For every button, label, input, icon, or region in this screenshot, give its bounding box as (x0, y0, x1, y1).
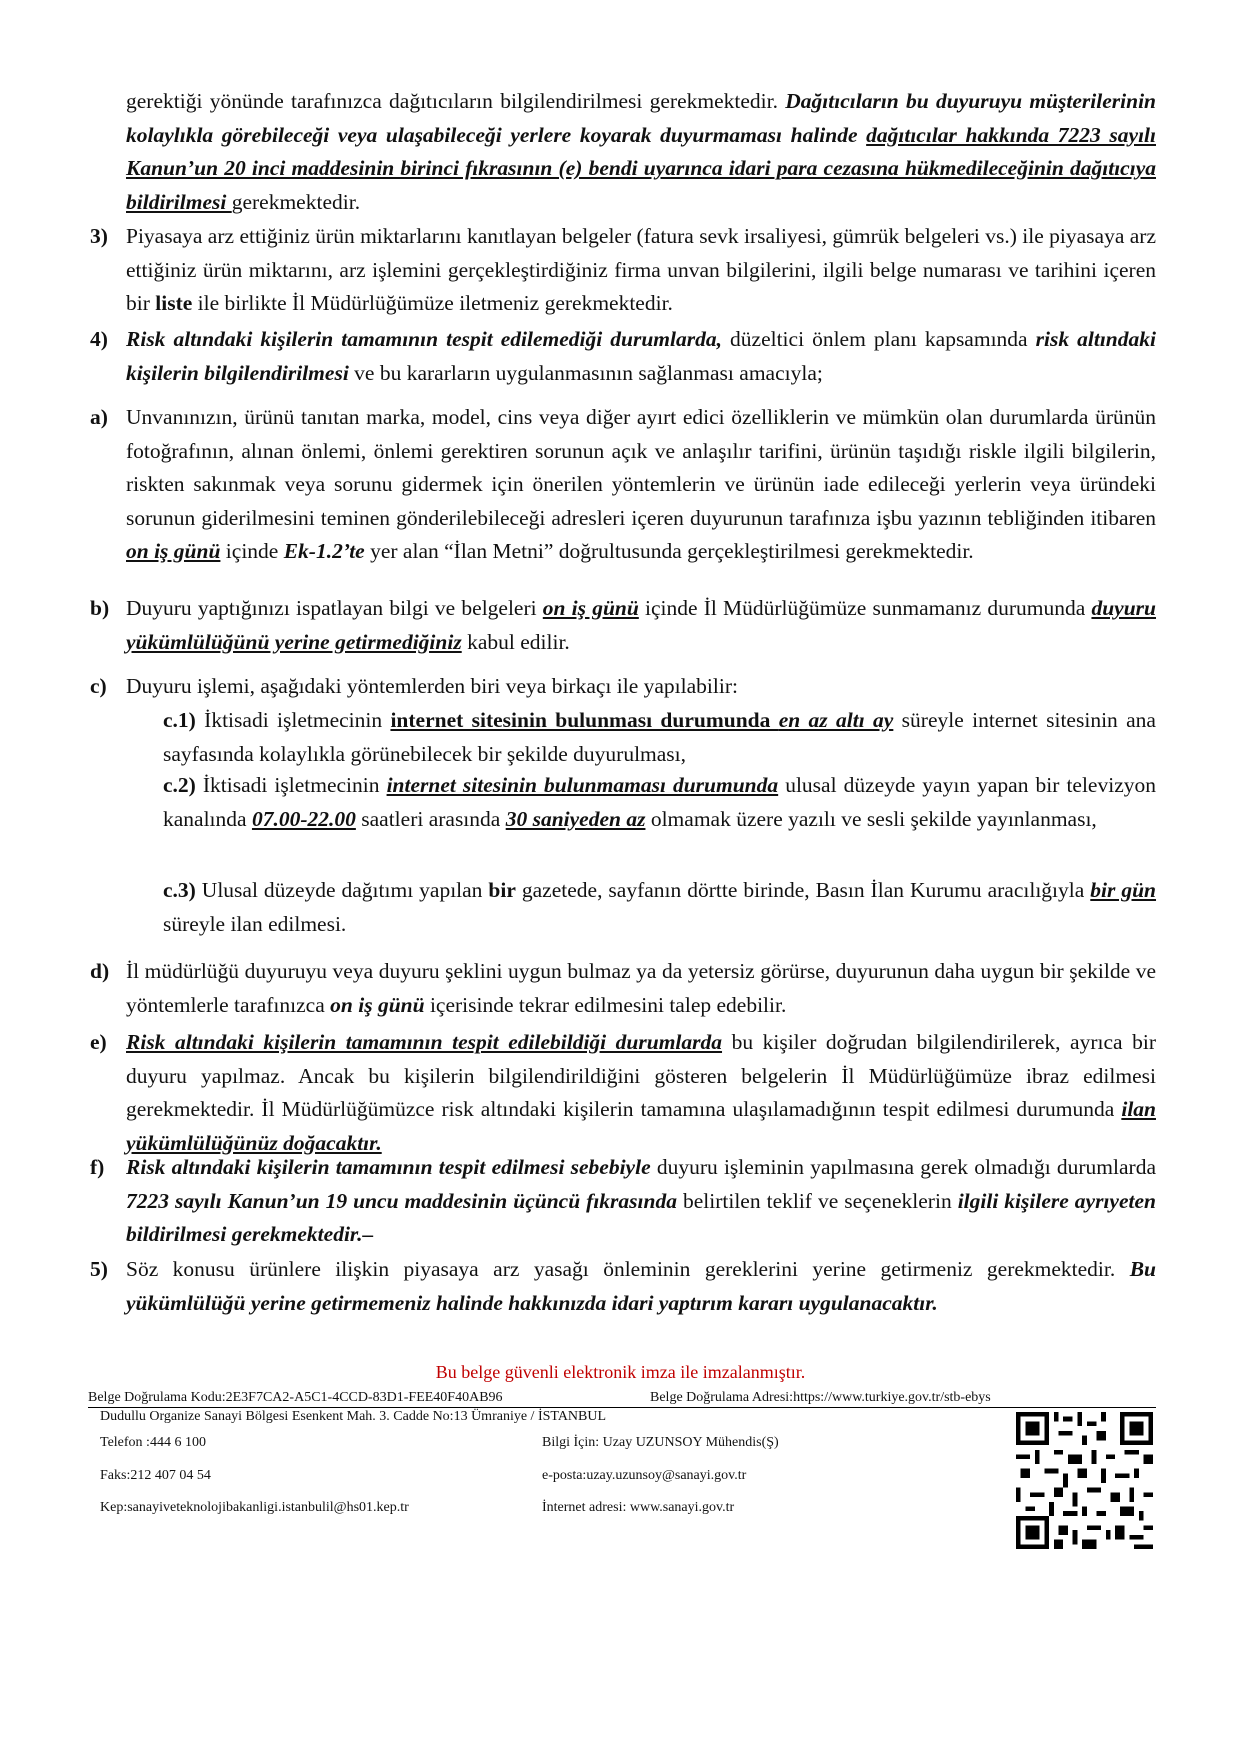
item-number: 5) (90, 1257, 108, 1281)
item-f-text-2: belirtilen teklif ve seçeneklerin (676, 1188, 958, 1213)
item-number: 4) (90, 327, 108, 351)
verification-address: Belge Doğrulama Adresi:https://www.turkiye.gov.tr/stb-ebys (650, 1390, 991, 1405)
item-b-emphasis: duyuru yükümlülüğünü yerine getirmediğiniz (126, 596, 1156, 654)
email: e-posta:uzay.uzunsoy@sanayi.gov.tr (542, 1468, 747, 1483)
item-e (90, 1026, 1156, 1160)
qr-code-icon (1016, 1412, 1153, 1549)
item-b-text-end: kabul edilir. (461, 629, 570, 654)
item-e-emphasis: Risk altındaki kişilerin tamamının tespit edilebildiği durumlarda (126, 1030, 723, 1054)
item-c3-text-2: gazetede, sayfanın dörtte birinde, Basın İlan Kurumu aracılığıyla (515, 878, 1091, 902)
item-number: 3) (90, 224, 108, 248)
item-5 (90, 1253, 1156, 1320)
item-f-text: duyuru işleminin yapılmasına gerek olmadığı durumlarda (650, 1155, 1156, 1179)
phone: Telefon :444 6 100 (100, 1435, 206, 1450)
item-a-text-end: yer alan “İlan Metni” doğrultusunda gerçekleştirilmesi gerekmektedir. (364, 539, 974, 563)
item-letter: e) (90, 1030, 107, 1054)
item-4-text: düzeltici önlem planı kapsamında (721, 327, 1036, 351)
item-c2-text-3: saatleri arasında (355, 806, 506, 831)
item-c3-emphasis: bir (488, 878, 516, 902)
address: Dudullu Organize Sanayi Bölgesi Esenkent Mah. 3. Cadde No:13 Ümraniye / İSTANBUL (100, 1409, 607, 1424)
item-a-text: Unvanınızın, ürünü tanıtan marka, model, cins veya diğer ayırt edici özelliklerin ve mümkün olan durumlarda ürünün fotoğrafının, alınan önlemi, önlemi gerektiren sorunun açık ve anlaşılır tarifini, ürünün taşıdığı riskle ilgili bilgilerin, riskten sakınmak veya sorunu gidermek için önerilen yöntemlerin ve ürünün iade edileceği yerlerin veya üründeki sorunun giderilmesini teminen gönderilebileceği adresleri içeren duyurunun tarafınıza işbu yazının tebliğinden itibaren (126, 405, 1156, 530)
fax: Faks:212 407 04 54 (100, 1468, 211, 1483)
item-f (90, 1151, 1156, 1252)
item-d-text-end: içerisinde tekrar edilmesini talep edebilir. (424, 992, 787, 1017)
item-c (90, 670, 1156, 704)
item-d-text: İl müdürlüğü duyuruyu veya duyuru şeklini uygun bulmaz ya da yetersiz görürse, duyurunun daha uygun bir şekilde ve yöntemlerle tarafınızca (126, 959, 1156, 1017)
item-3-text-end: ile birlikte İl Müdürlüğümüze iletmeniz gerekmektedir. (192, 291, 673, 315)
intro-emphasis: Dağıtıcıların bu duyuruyu müşterilerinin kolaylıkla görebileceği veya ulaşabileceği yerlere koyarak duyurmaması halinde (126, 89, 1157, 147)
item-c1-text: İktisadi işletmecinin (195, 708, 391, 732)
item-letter: b) (90, 596, 110, 620)
item-c1-text-end: süreyle internet sitesinin ana sayfasında kolaylıkla görünebilecek bir şekilde duyurulması, (163, 708, 1156, 766)
item-b-text-2: içinde İl Müdürlüğümüze sunmamanız durumunda (638, 596, 1092, 620)
item-c2-text-end: olmamak üzere yazılı ve sesli şekilde yayınlanması, (645, 806, 1097, 831)
item-c3-text: Ulusal düzeyde dağıtımı yapılan (195, 878, 489, 902)
item-f-emphasis: Risk altındaki kişilerin tamamının tespit edilmesi sebebiyle (126, 1155, 651, 1179)
item-5-emphasis: Bu yükümlülüğü yerine getirmemeniz halinde hakkınızda idari yaptırım kararı uygulanacaktır. (126, 1257, 1156, 1315)
sub-item-number: c.2) (163, 773, 196, 797)
intro-emphasis-underlined: dağıtıcılar hakkında 7223 sayılı Kanun’un 20 inci maddesinin birinci fıkrasının (e) bendi uyarınca idari para cezasına hükmedileceğinin dağıtıcıya bildirilmesi (126, 122, 1156, 214)
verification-code: Belge Doğrulama Kodu:2E3F7CA2-A5C1-4CCD-83D1-FEE40F40AB96 (88, 1390, 503, 1405)
item-d (90, 955, 1156, 1022)
item-a-text-2: içinde (220, 539, 284, 563)
item-e-emphasis-end: ilan yükümlülüğünüz doğacaktır. (126, 1097, 1156, 1155)
item-3-text: Piyasaya arz ettiğiniz ürün miktarlarını kanıtlayan belgeler (fatura sevk irsaliyesi, gümrük belgeleri vs.) ile piyasaya arz ettiğiniz ürün miktarını, arz işlemini gerçekleştirdiğiniz firma unvan bilgilerini, ilgili belge numarası ve tarihini içeren bir (126, 224, 1156, 315)
item-c1 (163, 704, 1156, 771)
item-c2 (163, 769, 1156, 836)
item-c1-duration: en az altı ay (778, 708, 894, 732)
item-b (90, 592, 1156, 659)
kep-address: Kep:sanayiveteknolojibakanligi.istanbulil@hs01.kep.tr (100, 1500, 409, 1515)
item-letter: a) (90, 405, 108, 429)
item-c2-hours: 07.00-22.00 (251, 806, 356, 831)
item-letter: c) (90, 674, 107, 698)
item-a-deadline: on iş günü (126, 539, 221, 563)
item-b-text: Duyuru yaptığınızı ispatlayan bilgi ve belgeleri (126, 596, 543, 620)
item-c2-text: İktisadi işletmecinin (195, 773, 387, 797)
item-f-law-ref: 7223 sayılı Kanun’un 19 uncu maddesinin üçüncü fıkrasında (126, 1188, 677, 1213)
item-c1-emphasis: internet sitesinin bulunması durumunda (390, 708, 779, 732)
e-signature-note: Bu belge güvenli elektronik imza ile imzalanmıştır. (435, 1362, 806, 1382)
item-3-emphasis: liste (155, 291, 193, 315)
item-c3 (163, 874, 1156, 941)
intro-text: gerektiği yönünde tarafınızca dağıtıcıların bilgilendirilmesi gerekmektedir. (126, 89, 786, 113)
intro-text-end: gerekmektedir. (231, 189, 361, 214)
sub-item-number: c.1) (163, 708, 196, 732)
item-e-text: bu kişiler doğrudan bilgilendirilerek, ayrıca bir duyuru yapılmaz. Ancak bu kişilerin bilgilendirildiğini gösteren belgelerin İl Müdürlüğümüze ibraz edilmesi gerekmektedir. İl Müdürlüğümüzce risk altındaki kişilerin tamamına ulaşılamadığının tespit edilmesi durumunda (126, 1030, 1156, 1121)
item-4-emphasis-2: risk altındaki kişilerin bilgilendirilmesi (126, 327, 1156, 385)
item-c2-emphasis: internet sitesinin bulunmaması durumunda (386, 773, 779, 797)
item-a (90, 401, 1156, 569)
item-3 (90, 220, 1156, 321)
item-f-emphasis-end: ilgili kişilere ayrıyeten bildirilmesi gerekmektedir.– (126, 1188, 1156, 1246)
item-d-deadline: on iş günü (330, 992, 425, 1017)
item-a-annex: Ek-1.2’te (283, 539, 365, 563)
item-c2-duration: 30 saniyeden az (505, 806, 646, 831)
intro-paragraph (90, 85, 1156, 219)
item-b-deadline: on iş günü (542, 596, 639, 620)
item-c3-duration: bir gün (1090, 878, 1157, 902)
item-c-text: Duyuru işlemi, aşağıdaki yöntemlerden biri veya birkaçı ile yapılabilir: (126, 674, 738, 698)
sub-item-number: c.3) (163, 878, 196, 902)
item-4 (90, 323, 1156, 390)
footer-divider (88, 1407, 1156, 1408)
item-letter: f) (90, 1155, 105, 1179)
item-4-emphasis: Risk altındaki kişilerin tamamının tespit edilemediği durumlarda, (126, 327, 722, 351)
website: İnternet adresi: www.sanayi.gov.tr (542, 1500, 735, 1515)
item-4-text-end: ve bu kararların uygulanmasının sağlanması amacıyla; (348, 360, 823, 385)
item-letter: d) (90, 959, 110, 983)
contact-person: Bilgi İçin: Uzay UZUNSOY Mühendis(Ş) (542, 1435, 779, 1450)
item-c3-text-end: süreyle ilan edilmesi. (163, 911, 347, 936)
item-5-text: Söz konusu ürünlere ilişkin piyasaya arz yasağı önleminin gereklerini yerine getirmeniz gerekmektedir. (126, 1257, 1130, 1281)
item-c2-text-2: ulusal düzeyde yayın yapan bir televizyon kanalında (163, 773, 1156, 831)
